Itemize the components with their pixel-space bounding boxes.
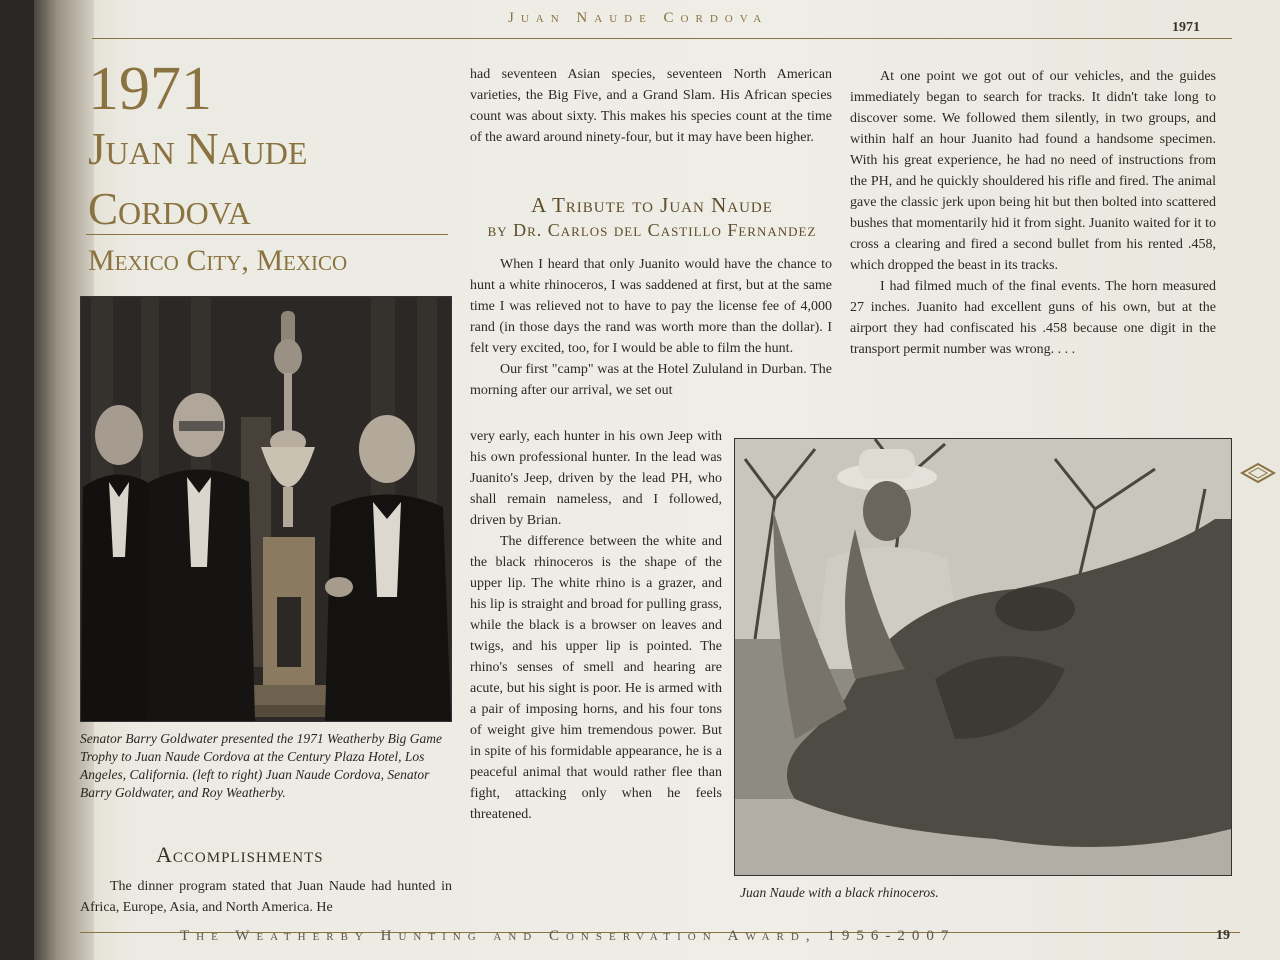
chapter-name-line1: Juan Naude xyxy=(88,124,308,174)
accomplishments-text xyxy=(80,876,452,918)
rhino-photo xyxy=(734,438,1232,876)
photo2-caption: Juan Naude with a black rhinoceros. xyxy=(740,885,939,900)
accomplishments-heading: Accomplishments xyxy=(156,842,324,867)
title-rule xyxy=(86,234,448,235)
diamond-ornament-icon xyxy=(1240,462,1276,484)
middle-column-b xyxy=(470,426,722,825)
page-number: 19 xyxy=(1216,928,1230,943)
tribute-paragraph-3: The difference between the white and the black rhinoceros is the shape of the upper lip. The white rhino is a grazer, and his lip is straight and broad for pulling grass, while the black is a browser on leaves and twigs, and his upper lip is pointed. The rhino's senses of smell and hearing are acute, but his sight is poor. He is armed with a pair of imposing horns, and his four tons of weight give him tremendous power. But in spite of his formidable appearance, he is a peaceful animal that would rather flee than fight, attacking only when he feels threatened. xyxy=(470,534,722,822)
photo1-caption: Senator Barry Goldwater presented the 1971 Weatherby Big Game Trophy to Juan Naude Cordova at the Century Plaza Hotel, Los Angeles, California. (left to right) Juan Naude Cordova, Senator Barry Goldwater, and Roy Weatherby. xyxy=(80,731,442,800)
footer-series-title: The Weatherby Hunting and Conservation Award, 1956-2007 xyxy=(180,928,956,944)
right-column xyxy=(850,66,1216,360)
accomplishments-paragraph: The dinner program stated that Juan Naude had hunted in Africa, Europe, Asia, and North America. He xyxy=(80,879,452,915)
header-rule xyxy=(92,38,1232,39)
chapter-name-line2: Cordova xyxy=(88,184,251,234)
tribute-paragraph-2b: very early, each hunter in his own Jeep with his own professional hunter. In the lead was Juanito's Jeep, driven by the lead PH, who shall remain nameless, and I followed, driven by Brian. xyxy=(470,429,722,528)
tribute-paragraph-5: I had filmed much of the final events. The horn measured 27 inches. Juanito had excellent guns of his own, but at the airport they had confiscated his .458 because one digit in the transport permit number was wrong. . . . xyxy=(850,279,1216,357)
species-paragraph: had seventeen Asian species, seventeen North American varieties, the Big Five, and a Grand Slam. His African species count was about sixty. This makes his species count at the time of the award around ninety-four, but it may have been higher. xyxy=(470,67,832,145)
header-year: 1971 xyxy=(1172,20,1200,35)
middle-column-top xyxy=(470,64,832,148)
chapter-year: 1971 xyxy=(88,55,212,123)
middle-column-a xyxy=(470,254,832,401)
tribute-byline: by Dr. Carlos del Castillo Fernandez xyxy=(487,220,817,240)
tribute-paragraph-4: At one point we got out of our vehicles, and the guides immediately began to search for tracks. It didn't take long to discover some. We followed them silently, in two groups, and within half an hour Juanito had found a handsome specimen. With his great experience, he had no need of instructions from the PH, and he quickly shouldered his rifle and fired. The animal gave the classic jerk upon being hit but then bolted into scattered bushes that momentarily hid it from sight. Juanito waited for it to cross a clearing and fired a second bullet from his rented .458, which dropped the beast in its tracks. xyxy=(850,69,1216,273)
tribute-title: A Tribute to Juan Naude xyxy=(531,193,773,217)
chapter-location: Mexico City, Mexico xyxy=(88,244,348,277)
tribute-paragraph-1: When I heard that only Juanito would have the chance to hunt a white rhinoceros, I was saddened at first, but at the same time I was relieved not to have to pay the license fee of 4,000 rand (in those days the rand was worth more than the dollar). I felt very excited, too, for I would be able to film the hunt. xyxy=(470,257,832,356)
trophy-presentation-photo xyxy=(80,296,452,722)
tribute-paragraph-2a: Our first "camp" was at the Hotel Zululand in Durban. The morning after our arrival, we set out xyxy=(470,362,832,398)
running-header-title: Juan Naude Cordova xyxy=(508,10,769,26)
